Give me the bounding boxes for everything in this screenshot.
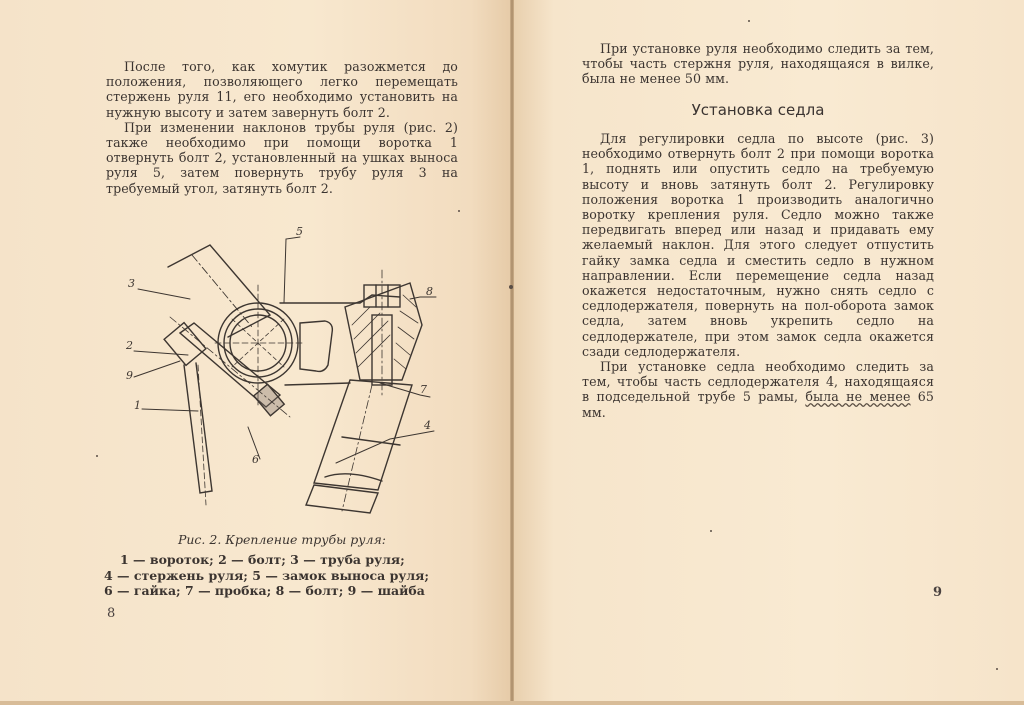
paper-speck [458, 210, 460, 212]
clamp-block-shape [345, 283, 422, 380]
book-spine [510, 0, 514, 705]
label-4: 4 [424, 419, 431, 432]
right-intro [582, 41, 934, 87]
left-page-body [106, 59, 458, 196]
label-9: 9 [126, 369, 133, 382]
legend-line-1: 1 — вороток; 2 — болт; 3 — труба руля; [120, 552, 405, 567]
legend-line-2: 4 — стержень руля; 5 — замок выноса руля; [104, 567, 429, 583]
figure-caption: Рис. 2. Крепление трубы руля: [177, 532, 387, 547]
page-bottom-edge [0, 701, 1024, 705]
label-3: 3 [128, 277, 135, 290]
left-paragraph-2: При изменении наклонов трубы руля (рис. 2) также необходимо при помощи воротка 1 отвернуть болт 2, установленный на ушках выноса руля 5, затем повернуть трубу руля 3 на требуемый угол, затянуть болт 2. [106, 119, 458, 196]
lever-1-shape [184, 363, 212, 505]
handlebar-mount-diagram [120, 215, 450, 515]
underlined-phrase: была не менее [805, 389, 911, 405]
label-7: 7 [420, 383, 427, 396]
label-6: 6 [252, 453, 259, 466]
right-page-body [582, 131, 934, 420]
paper-speck [509, 285, 513, 289]
figure-legend [104, 552, 460, 599]
paper-speck [710, 530, 712, 532]
right-paragraph-2 [582, 359, 934, 420]
label-5: 5 [296, 225, 303, 238]
section-title: Установка седла [691, 101, 825, 119]
page-number-right: 9 [933, 585, 943, 600]
left-paragraph-1: После того, как хомутик разожмется до положения, позволяющего легко перемещать стержень руля 11, его необходимо установить на нужную высоту и затем завернуть болт 2. [106, 59, 458, 120]
label-2: 2 [126, 339, 133, 352]
paper-speck [996, 668, 998, 670]
legend-line-3: 6 — гайка; 7 — пробка; 8 — болт; 9 — шайба [104, 583, 425, 598]
right-paragraph-1: Для регулировки седла по высоте (рис. 3) необходимо отвернуть болт 2 при помощи воротка 1, поднять или опустить седло на требуемую высоту и вновь затянуть болт 2. Регулировку положения воротка 1 производить аналогично воротку крепления руля. Седло можно также передвигать вперед или назад и придавать ему желаемый наклон. Для этого следует отпустить гайку замка седла и сместить седло в нужном направлении. Если перемещение седла назад окажется недостаточным, нужно снять седло с седлодержателя, повернуть на пол-оборота замок седла, затем вновь укрепить седло на седлодержателе, при этом замок седла окажется сзади седлодержателя. [582, 131, 934, 359]
paper-speck [96, 455, 98, 457]
label-8: 8 [426, 285, 433, 298]
paper-speck [748, 20, 750, 22]
right-paragraph-2-end: 65 мм. [582, 389, 934, 420]
label-1: 1 [134, 399, 141, 412]
stem-4-shape [306, 380, 412, 513]
right-paragraph-2-start: При установке седла необходимо следить за тем, чтобы часть седлодержателя 4, находящаяся в подседельной трубе 5 рамы, [582, 359, 934, 405]
right-intro-paragraph: При установке руля необходимо следить за тем, чтобы часть стержня руля, находящаяся в вилке, была не менее 50 мм. [582, 41, 934, 87]
page-number-left: 8 [107, 606, 116, 621]
